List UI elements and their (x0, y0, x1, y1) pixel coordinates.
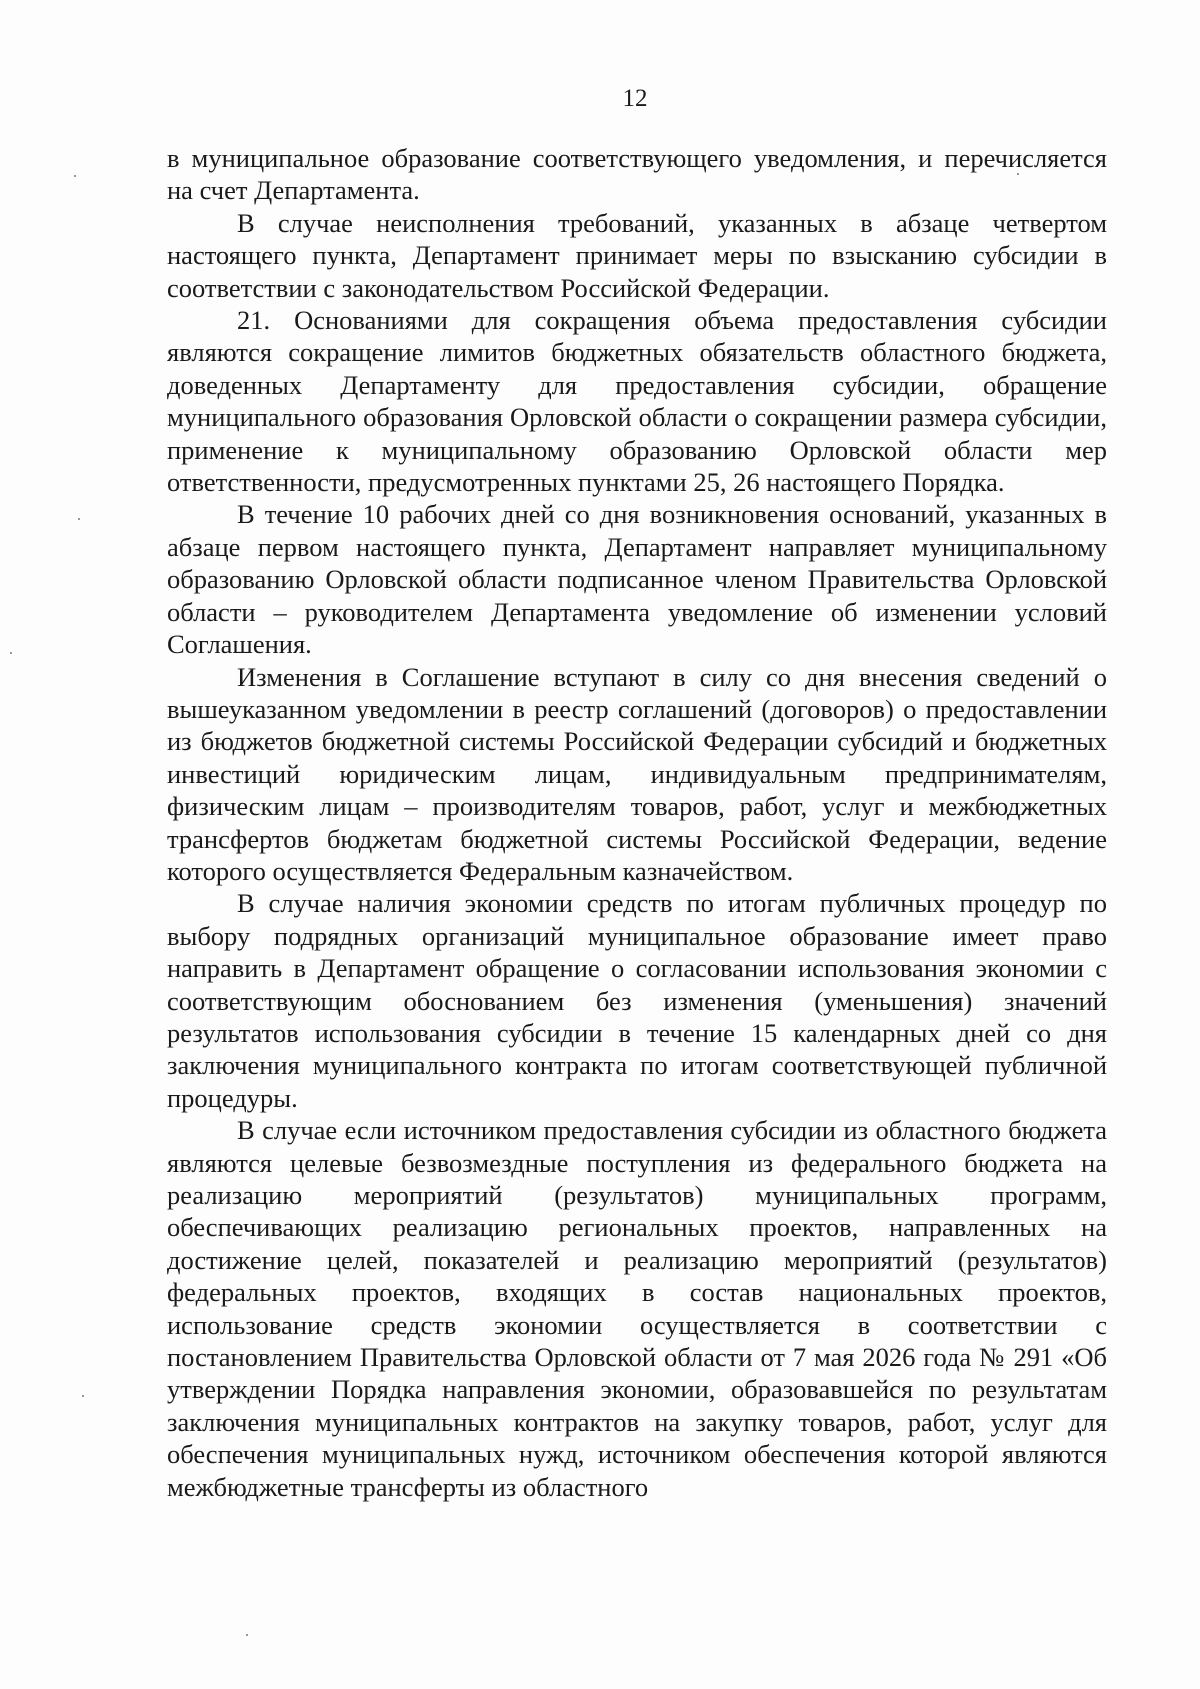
paragraph-clause-21: 21. Основаниями для сокращения объема предоставления субсидии являются сокращение лимитов бюджетных обязательств областного бюджета, доведенных Департаменту для предоставления субсидии, обращение муниципального образования Орловской области о сокращении размера субсидии, применение к муниципальному образованию Орловской области мер ответственности, предусмотренных пунктами 25, 26 настоящего Порядка. (167, 305, 1107, 498)
scan-speck (82, 1395, 84, 1397)
paragraph-agreement-changes: Изменения в Соглашение вступают в силу со дня внесения сведений о вышеуказанном уведомлении в реестр соглашений (договоров) о предоставлении из бюджетов бюджетной системы Российской Федерации субсидий и бюджетных инвестиций юридическим лицам, индивидуальным предпринимателям, физическим лицам – производителям товаров, работ, услуг и межбюджетных трансфертов бюджетам бюджетной системы Российской Федерации, ведение которого осуществляется Федеральным казначейством. (167, 661, 1107, 886)
paragraph-savings-request: В случае наличия экономии средств по итогам публичных процедур по выбору подрядных организаций муниципальное образование имеет право направить в Департамент обращение о согласовании использования экономии с соответствующим обоснованием без изменения (уменьшения) значений результатов использования субсидии в течение 15 календарных дней со дня заключения муниципального контракта по итогам соответствующей публичной процедуры. (167, 888, 1107, 1113)
paragraph-non-compliance: В случае неисполнения требований, указанных в абзаце четвертом настоящего пункта, Департамент принимает меры по взысканию субсидии в соответствии с законодательством Российской Федерации. (167, 207, 1107, 303)
scan-speck (78, 518, 80, 520)
page-number: 12 (622, 85, 648, 112)
scan-speck (1017, 173, 1019, 175)
scan-speck (246, 1634, 248, 1636)
paragraph-notification-term: В течение 10 рабочих дней со дня возникновения оснований, указанных в абзаце первом настоящего пункта, Департамент направляет муниципальному образованию Орловской области подписанное членом Правительства Орловской области – руководителем Департамента уведомление об изменении условий Соглашения. (167, 499, 1107, 660)
document-body (167, 142, 1107, 1503)
scan-speck (74, 175, 76, 177)
scan-speck (10, 652, 12, 654)
paragraph-continuation: в муниципальное образование соответствующего уведомления, и перечисляется на счет Департамента. (167, 143, 1107, 206)
paragraph-federal-funds: В случае если источником предоставления субсидии из областного бюджета являются целевые безвозмездные поступления из федерального бюджета на реализацию мероприятий (результатов) муниципальных программ, обеспечивающих реализацию региональных проектов, направленных на достижение целей, показателей и реализацию мероприятий (результатов) федеральных проектов, входящих в состав национальных проектов, использование средств экономии осуществляется в соответствии с постановлением Правительства Орловской области от 7 мая 2026 года № 291 «Об утверждении Порядка направления экономии, образовавшейся по результатам заключения муниципальных контрактов на закупку товаров, работ, услуг для обеспечения муниципальных нужд, источником обеспечения которой являются межбюджетные трансферты из областного (167, 1115, 1107, 1502)
